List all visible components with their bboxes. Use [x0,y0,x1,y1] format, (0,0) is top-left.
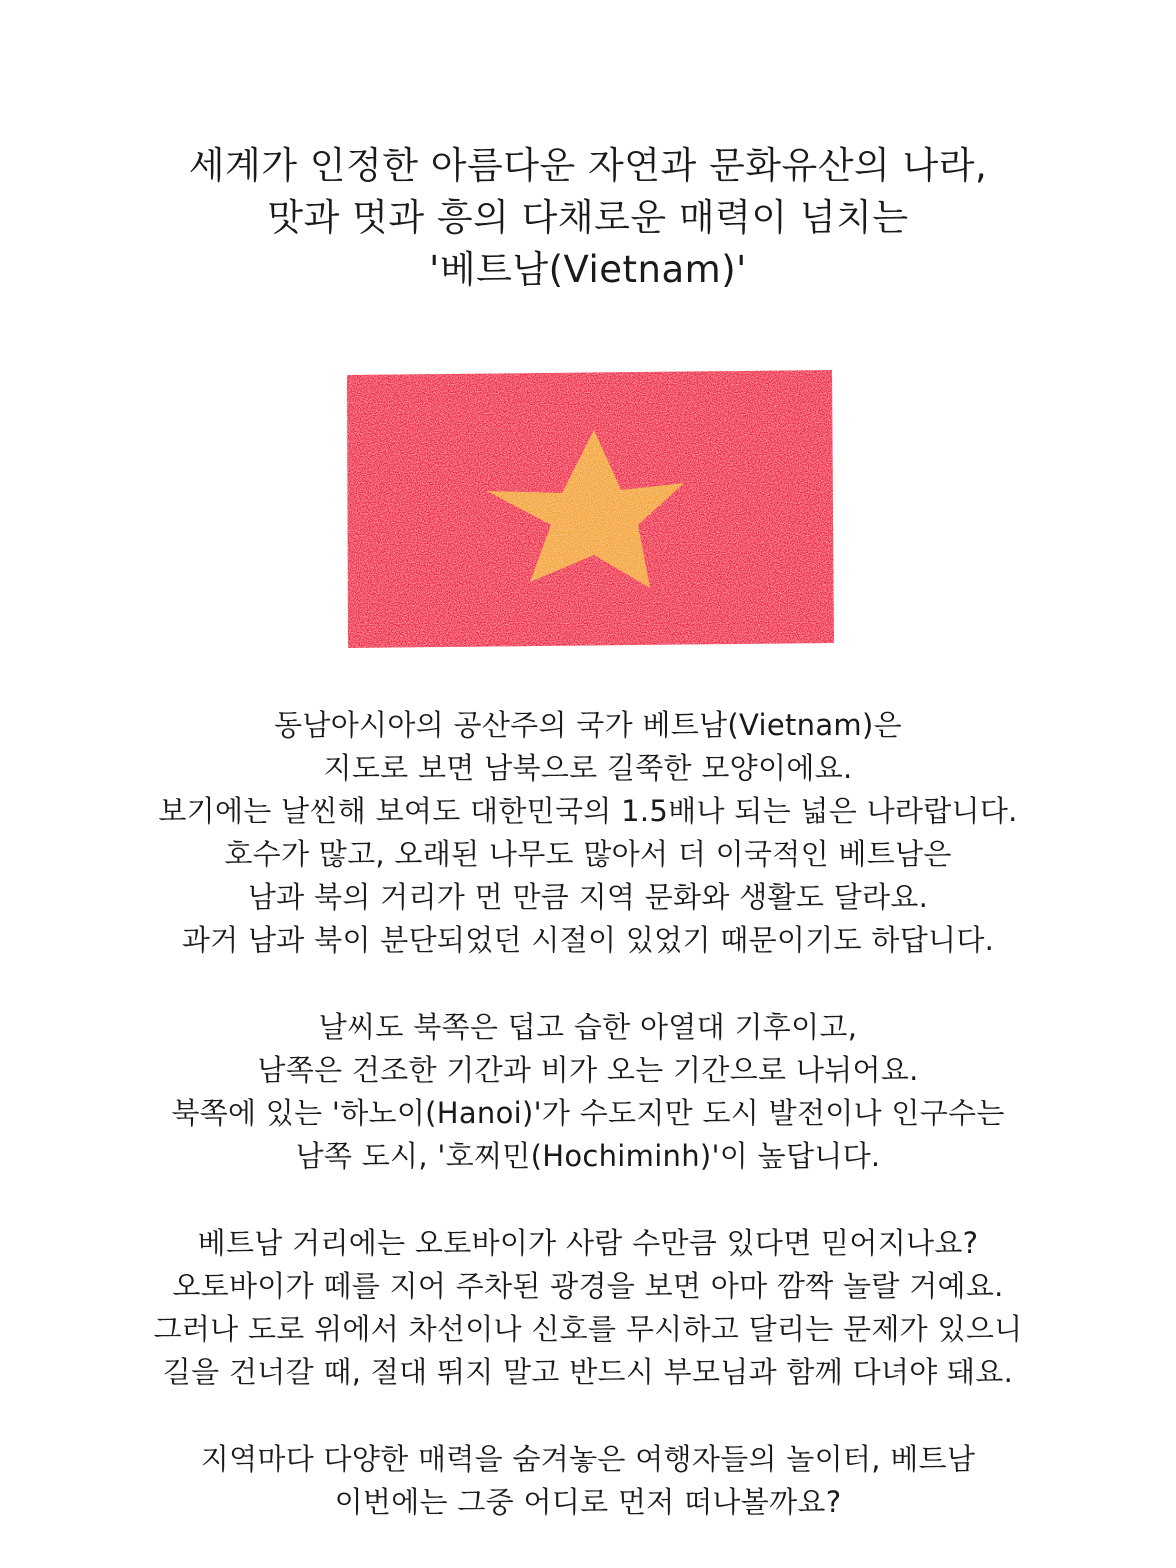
text-line: 오토바이가 떼를 지어 주차된 광경을 보면 아마 깜짝 놀랄 거예요. [172,1269,1004,1303]
text-line: 보기에는 날씬해 보여도 대한민국의 1.5배나 되는 넓은 나라랍니다. [158,794,1018,828]
text-line: 남쪽 도시, '호찌민(Hochiminh)'이 높답니다. [295,1139,881,1173]
text-line: 남쪽은 건조한 기간과 비가 오는 기간으로 나뉘어요. [257,1053,919,1087]
paragraph-closing [0,1438,1176,1524]
paragraph-overview [0,704,1176,962]
title-line-3: '베트남(Vietnam)' [429,248,747,291]
paragraph-climate [0,1006,1176,1178]
paragraph-traffic [0,1222,1176,1394]
text-line: 과거 남과 북이 분단되었던 시절이 있었기 때문이기도 하답니다. [181,923,995,957]
text-line: 동남아시아의 공산주의 국가 베트남(Vietnam)은 [274,708,902,742]
text-line: 날씨도 북쪽은 덥고 습한 아열대 기후이고, [318,1010,858,1044]
text-line: 그러나 도로 위에서 차선이나 신호를 무시하고 달리는 문제가 있으니 [153,1312,1023,1346]
text-line: 베트남 거리에는 오토바이가 사람 수만큼 있다면 믿어지나요? [197,1226,979,1260]
text-line: 북쪽에 있는 '하노이(Hanoi)'가 수도지만 도시 발전이나 인구수는 [171,1096,1005,1130]
text-line: 지도로 보면 남북으로 길쭉한 모양이에요. [323,751,853,785]
page-title [0,140,1176,296]
title-line-2: 맛과 멋과 흥의 다채로운 매력이 넘치는 [267,196,909,239]
text-line: 남과 북의 거리가 먼 만큼 지역 문화와 생활도 달라요. [247,880,929,914]
title-line-1: 세계가 인정한 아름다운 자연과 문화유산의 나라, [188,144,988,187]
text-line: 호수가 많고, 오래된 나무도 많아서 더 이국적인 베트남은 [224,837,952,871]
body-text [0,704,1176,1524]
text-line: 이번에는 그중 어디로 먼저 떠나볼까요? [334,1485,842,1519]
vietnam-flag-icon [344,369,836,649]
text-line: 지역마다 다양한 매력을 숨겨놓은 여행자들의 놀이터, 베트남 [200,1442,976,1476]
text-line: 길을 건너갈 때, 절대 뛰지 말고 반드시 부모님과 함께 다녀야 돼요. [162,1355,1014,1389]
